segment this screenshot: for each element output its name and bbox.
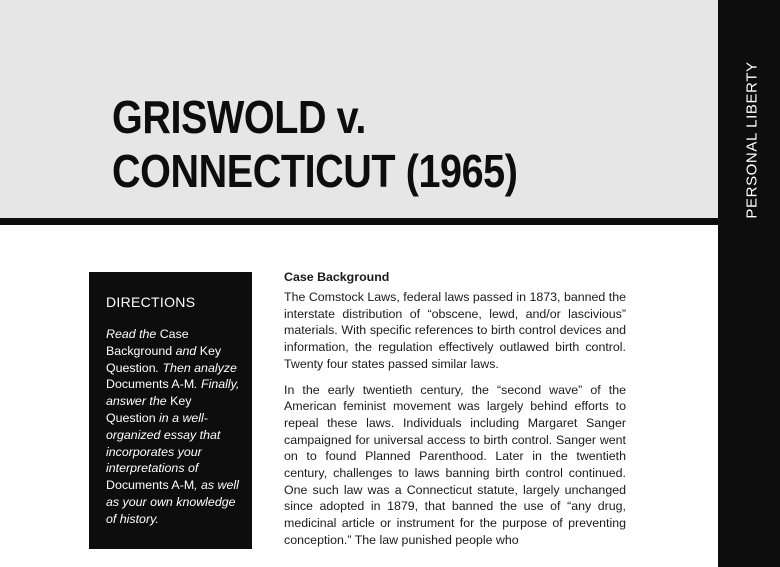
directions-text [106, 326, 242, 528]
case-background-heading: Case Background [284, 270, 390, 284]
title-line-2: CONNECTICUT (1965) [112, 145, 518, 197]
directions-segment: in a well-organized essay that incorporates your interpretations of [106, 410, 221, 476]
directions-segment: , as well as your own knowledge of history. [106, 478, 239, 526]
header-divider [0, 218, 718, 225]
directions-segment: Read the [106, 327, 160, 341]
directions-segment: Documents A-M [106, 377, 195, 392]
title-line-1: GRISWOLD v. [112, 91, 366, 143]
side-tab-label: PERSONAL LIBERTY [743, 61, 761, 219]
directions-box [89, 272, 252, 549]
case-paragraph: The Comstock Laws, federal laws passed in 1873, banned the interstate distribution of “obscene, lewd, and/or lascivious” materials. With specific references to birth control devices and information, the regulation effectively outlawed birth control. Twenty four states passed similar laws. [284, 290, 626, 371]
case-background-section [284, 270, 626, 558]
directions-segment: and [175, 343, 200, 358]
directions-segment: . Finally, answer the [106, 377, 240, 409]
directions-segment: Documents A-M [106, 478, 195, 493]
page-title [112, 90, 518, 198]
directions-segment: Key Question [106, 343, 222, 375]
directions-segment: Key Question [106, 394, 192, 425]
case-paragraph: In the early twentieth century, the “second wave” of the American feminist movement was largely behind efforts to repeal these laws. Individuals including Margaret Sanger campaigned for universal access to birth control. Sanger went on to found Planned Parenthood. Later in the twentieth century, challenges to laws banning birth control continued. One such law was a Connecticut statute, largely unchanged since adopted in 1879, that banned the use of “any drug, medicinal article or instrument for the purpose of preventing conception.” The law punished people who [284, 382, 626, 547]
directions-segment: . Then analyze [155, 360, 237, 375]
directions-segment: Case Background [106, 327, 189, 358]
directions-heading: DIRECTIONS [106, 294, 196, 310]
